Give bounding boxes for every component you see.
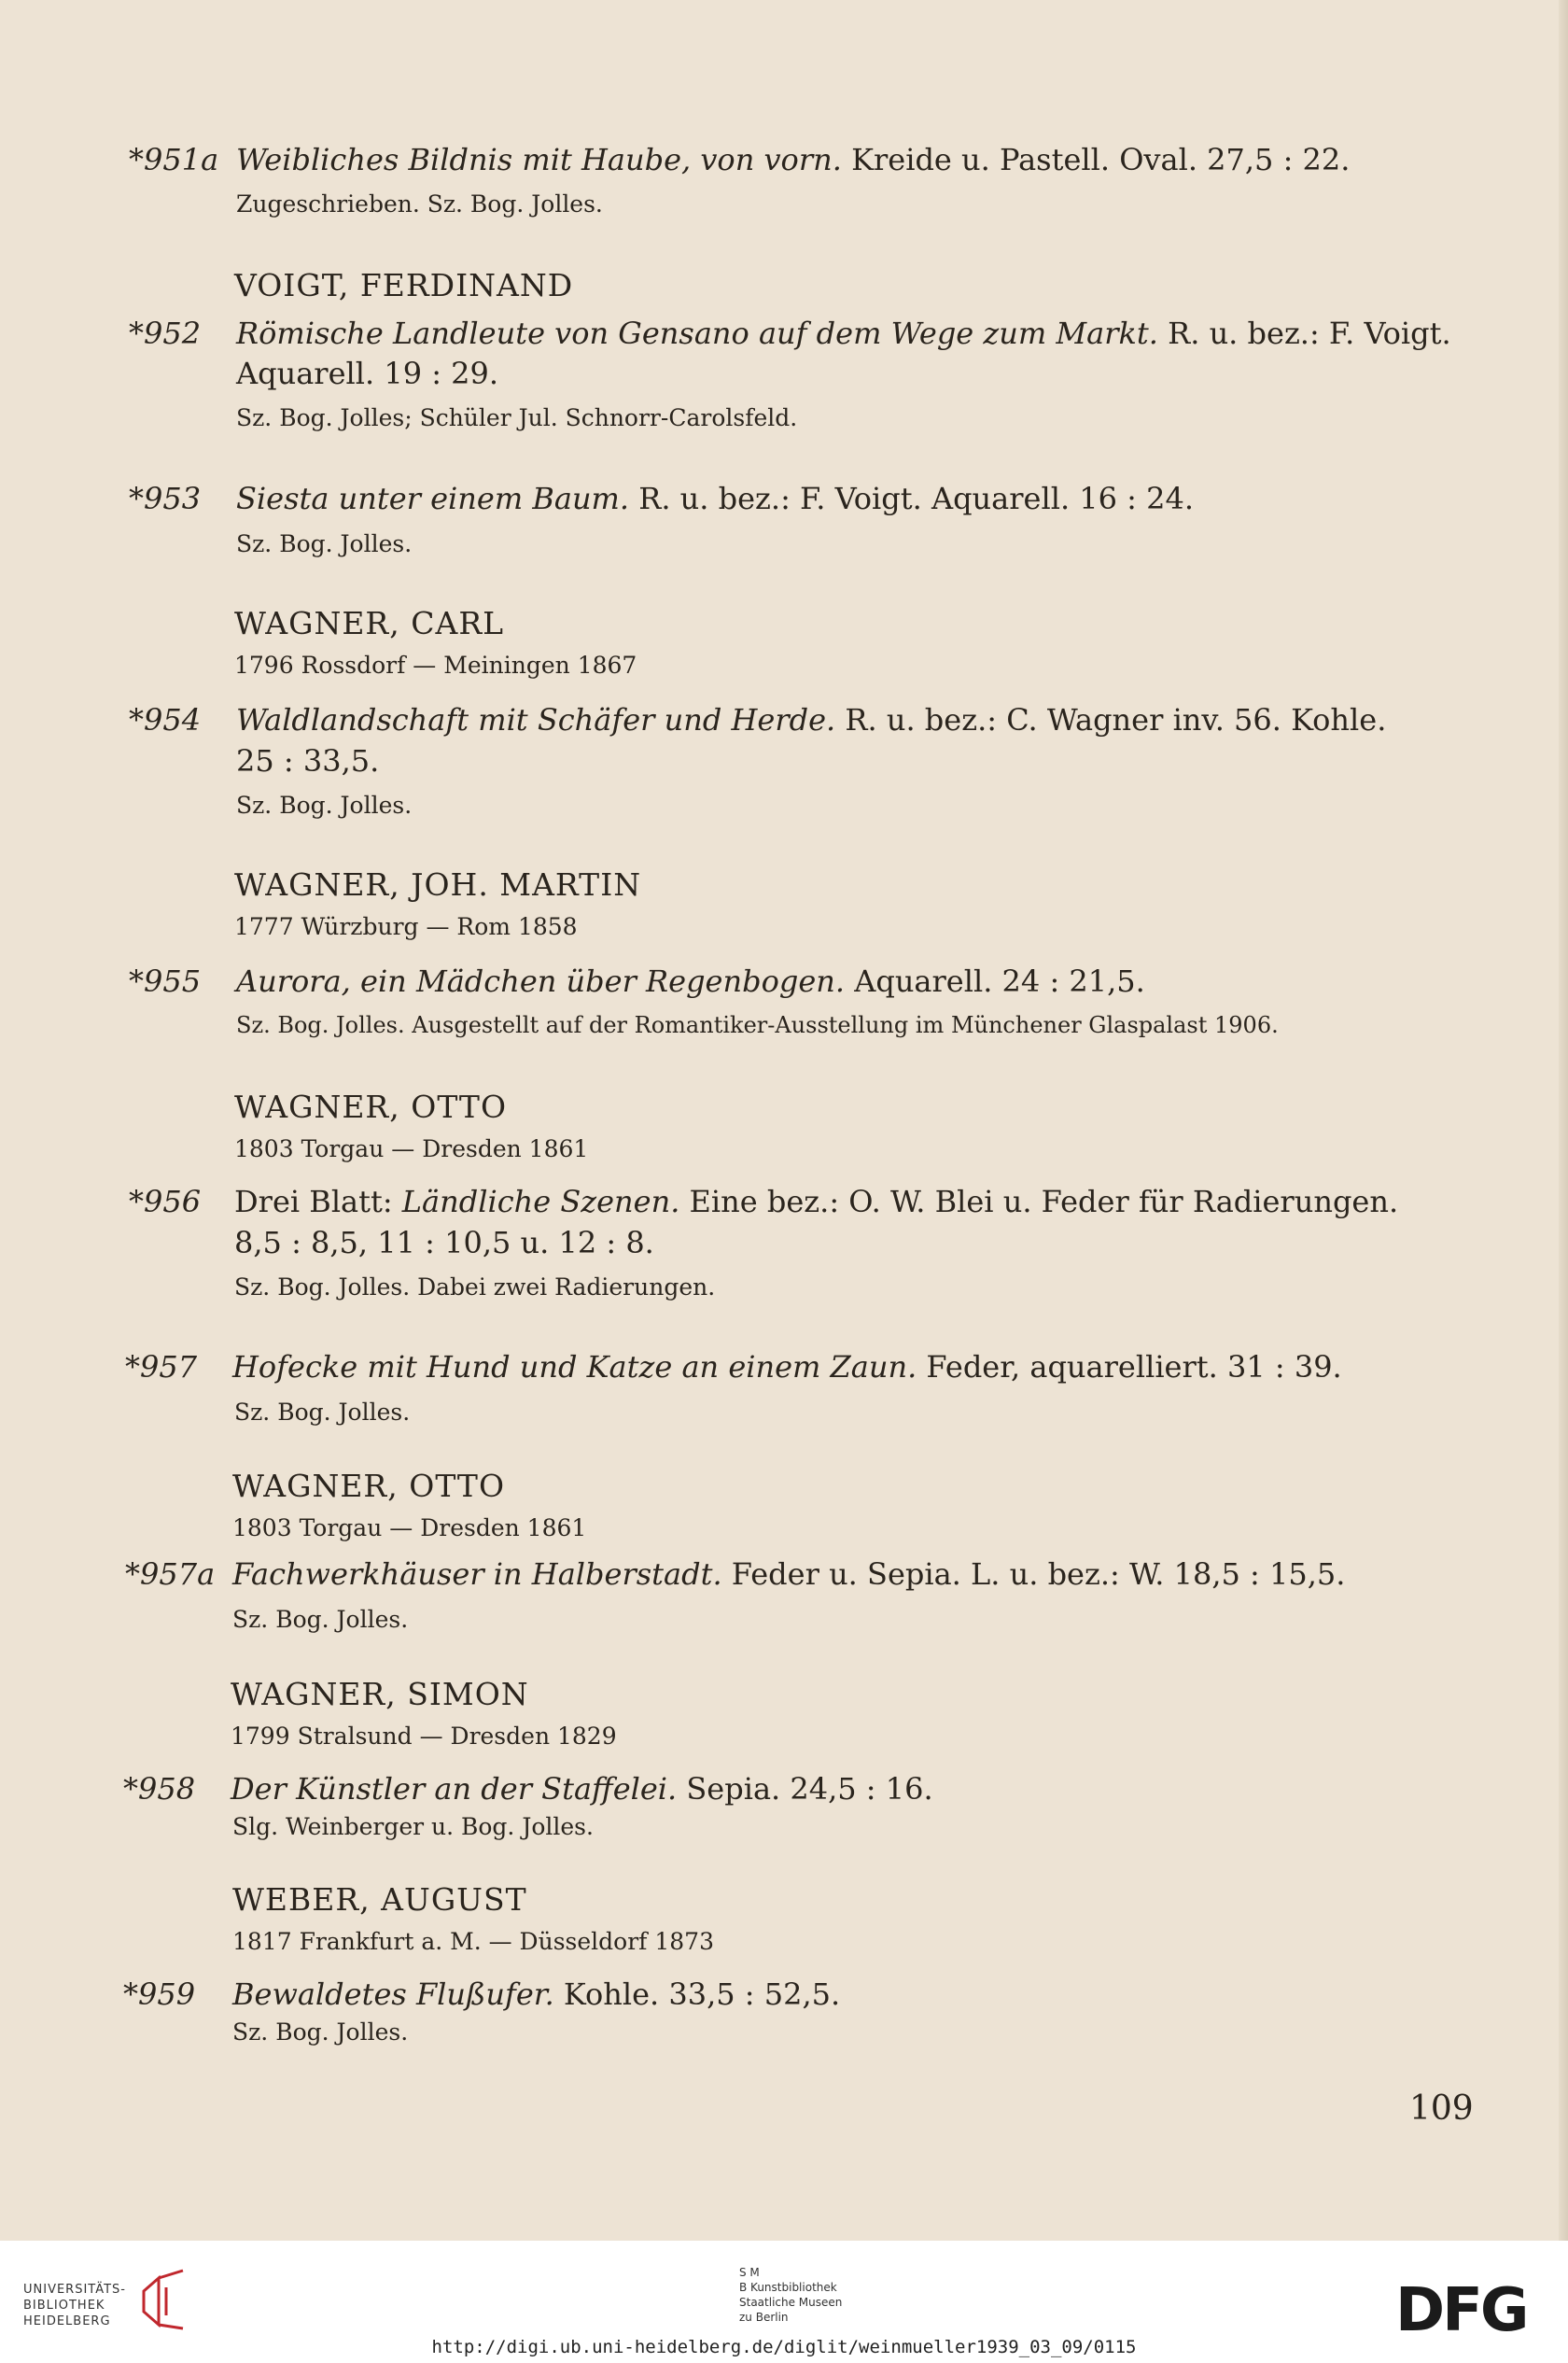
artist-dates: 1803 Torgau — Dresden 1861 — [234, 1135, 589, 1162]
smb-line: S M — [739, 2266, 760, 2279]
lot-description — [234, 1184, 1398, 1219]
page-number: 109 — [1409, 2089, 1474, 2128]
lot-provenance: Sz. Bog. Jolles. — [232, 2018, 409, 2046]
lot-description — [236, 142, 1350, 177]
lot-number: *955 — [129, 963, 202, 999]
artist-dates: 1777 Würzburg — Rom 1858 — [234, 913, 578, 940]
lot-number: *957a — [125, 1556, 216, 1592]
artist-name: VOIGT, FERDINAND — [234, 267, 574, 303]
lot-details: Feder u. Sepia. L. u. bez.: W. 18,5 : 15,5. — [721, 1556, 1346, 1592]
lot-description-line2: 25 : 33,5. — [236, 743, 380, 779]
lot-provenance: Sz. Bog. Jolles. — [236, 530, 413, 557]
dfg-logo: DFG — [1395, 2276, 1527, 2345]
lot-details: Aquarell. 24 : 21,5. — [845, 963, 1145, 999]
heidelberg-logo-icon — [138, 2269, 190, 2330]
lot-description — [236, 702, 1386, 738]
lot-title: Ländliche Szenen. — [401, 1184, 680, 1219]
smb-line: B Kunstbibliothek — [739, 2281, 837, 2294]
lot-description — [236, 481, 1194, 516]
lot-title: Hofecke mit Hund und Katze an einem Zaun. — [232, 1349, 917, 1385]
library-name-line: HEIDELBERG — [23, 2314, 111, 2328]
artist-dates: 1799 Stralsund — Dresden 1829 — [231, 1723, 617, 1750]
lot-details: R. u. bez.: C. Wagner inv. 56. Kohle. — [835, 702, 1387, 738]
lot-description — [232, 1556, 1345, 1592]
lot-number: *956 — [129, 1184, 202, 1219]
lot-provenance: Zugeschrieben. Sz. Bog. Jolles. — [236, 190, 603, 218]
library-name-line: BIBLIOTHEK — [23, 2299, 105, 2313]
lot-description — [236, 963, 1145, 999]
lot-provenance: Sz. Bog. Jolles. — [234, 1399, 411, 1426]
artist-name: WEBER, AUGUST — [232, 1881, 527, 1918]
artist-name: WAGNER, CARL — [234, 605, 505, 641]
lot-provenance: Sz. Bog. Jolles. Dabei zwei Radierungen. — [234, 1273, 716, 1301]
smb-line: Staatliche Museen — [739, 2296, 843, 2309]
artist-name: WAGNER, SIMON — [231, 1676, 529, 1712]
lot-description — [232, 1976, 840, 2012]
lot-number: *957 — [125, 1349, 198, 1385]
lot-number: *952 — [129, 316, 202, 351]
lot-title: Waldlandschaft mit Schäfer und Herde. — [236, 702, 836, 738]
lot-prefix: Drei Blatt: — [234, 1184, 402, 1219]
artist-dates: 1803 Torgau — Dresden 1861 — [232, 1514, 587, 1541]
lot-number: *959 — [123, 1976, 196, 2012]
artist-name: WAGNER, OTTO — [232, 1468, 506, 1504]
lot-provenance: Sz. Bog. Jolles; Schüler Jul. Schnorr-Carolsfeld. — [236, 404, 798, 431]
artist-dates: 1817 Frankfurt a. M. — Düsseldorf 1873 — [232, 1928, 714, 1955]
library-name-line: UNIVERSITÄTS- — [23, 2283, 126, 2297]
lot-title: Der Künstler an der Staffelei. — [231, 1771, 678, 1807]
lot-provenance: Sz. Bog. Jolles. Ausgestellt auf der Romantiker-Ausstellung im Münchener Glaspalast 1906. — [236, 1012, 1279, 1038]
smb-kunstbibliothek-logo — [739, 2265, 842, 2325]
smb-line: zu Berlin — [739, 2311, 789, 2324]
lot-title: Siesta unter einem Baum. — [236, 481, 630, 516]
lot-title: Fachwerkhäuser in Halberstadt. — [232, 1556, 722, 1592]
lot-number: *951a — [129, 142, 219, 177]
lot-description — [232, 1349, 1342, 1385]
lot-details: R. u. bez.: F. Voigt. Aquarell. 16 : 24. — [629, 481, 1195, 516]
lot-provenance: Slg. Weinberger u. Bog. Jolles. — [232, 1813, 594, 1840]
lot-description — [236, 316, 1451, 351]
artist-dates: 1796 Rossdorf — Meiningen 1867 — [234, 652, 637, 679]
lot-details: Kreide u. Pastell. Oval. 27,5 : 22. — [841, 142, 1351, 177]
lot-description-line2: Aquarell. 19 : 29. — [236, 356, 499, 391]
lot-number: *954 — [129, 702, 202, 738]
lot-details: Eine bez.: O. W. Blei u. Feder für Radierungen. — [679, 1184, 1399, 1219]
digitization-footer — [0, 2241, 1568, 2363]
artist-name: WAGNER, JOH. MARTIN — [234, 866, 642, 903]
artist-name: WAGNER, OTTO — [234, 1089, 508, 1125]
lot-details: Feder, aquarelliert. 31 : 39. — [917, 1349, 1342, 1385]
lot-number: *958 — [123, 1771, 196, 1807]
lot-details: Kohle. 33,5 : 52,5. — [553, 1976, 841, 2012]
lot-title: Weibliches Bildnis mit Haube, von vorn. — [236, 142, 842, 177]
source-url[interactable]: http://digi.ub.uni-heidelberg.de/diglit/weinmueller1939_03_09/0115 — [431, 2337, 1137, 2357]
lot-details: R. u. bez.: F. Voigt. — [1157, 316, 1451, 351]
lot-provenance: Sz. Bog. Jolles. — [232, 1606, 409, 1633]
lot-number: *953 — [129, 481, 202, 516]
lot-details: Sepia. 24,5 : 16. — [677, 1771, 933, 1807]
lot-description — [231, 1771, 933, 1807]
lot-title: Römische Landleute von Gensano auf dem Wege zum Markt. — [236, 316, 1158, 351]
lot-title: Bewaldetes Flußufer. — [232, 1976, 554, 2012]
lot-description-line2: 8,5 : 8,5, 11 : 10,5 u. 12 : 8. — [234, 1225, 654, 1260]
heidelberg-library-name — [23, 2282, 126, 2329]
lot-provenance: Sz. Bog. Jolles. — [236, 792, 413, 819]
lot-title: Aurora, ein Mädchen über Regenbogen. — [236, 963, 846, 999]
